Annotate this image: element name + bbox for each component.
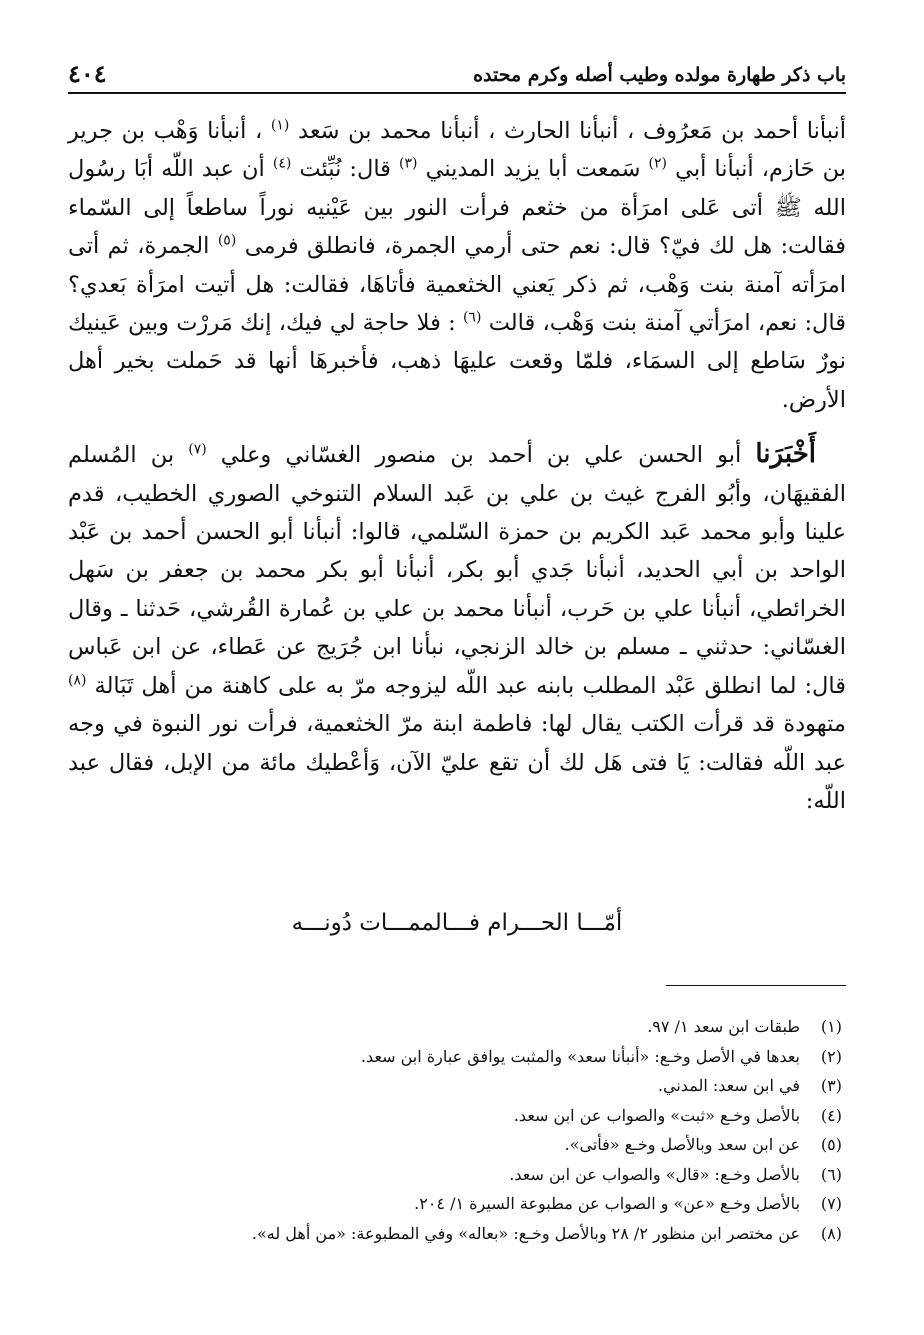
footnote xyxy=(150,1160,842,1190)
footnote-ref: (٢) xyxy=(648,155,667,172)
footnote-ref: (١) xyxy=(270,117,290,134)
footnote-number: (٤) xyxy=(820,1105,842,1125)
footnote-text: بعدها في الأصل وخـع: «أنبأنا سعد» والمثبت يوافق عبارة ابن سعد. xyxy=(360,1046,800,1066)
footnote-text: بالأصل وخـع «عن» و الصواب عن مطبوعة السيرة ١/ ٢٠٤. xyxy=(414,1194,800,1213)
footnote-text: طبقات ابن سعد ١/ ٩٧. xyxy=(647,1017,800,1036)
footnote xyxy=(150,1219,842,1249)
footnote-number: (٢) xyxy=(820,1046,842,1066)
text-segment: أبو الحسن علي بن أحمد بن منصور الغسّاني وعلي xyxy=(220,442,742,469)
footnote-text: بالأصل وخـع «ثبت» والصواب عن ابن سعد. xyxy=(513,1105,800,1125)
footnote-divider xyxy=(666,985,846,986)
chapter-title: باب ذكر طهارة مولده وطيب أصله وكرم محتده xyxy=(473,64,846,86)
footnote-text: بالأصل وخـع: «قال» والصواب عن ابن سعد. xyxy=(509,1164,800,1184)
footnote xyxy=(150,1130,842,1160)
footnote-ref: (٥) xyxy=(217,232,237,249)
footnote-ref: (٦) xyxy=(462,309,482,326)
footnote-text: عن مختصر ابن منظور ٢/ ٢٨ وبالأصل وخـع: «بعاله» وفي المطبوعة: «من أهل له». xyxy=(251,1223,800,1243)
footnote-number: (٥) xyxy=(820,1135,842,1154)
footnote-number: (١) xyxy=(820,1017,842,1036)
text-segment: أن عبد اللّه أبَا رسُول الله ﷺ أتى عَلى امرَأة من خثعم فرأت النور بين عَيْنيه نوراً ساطعاً إلى السّماء فقالت: هل لك فيّ؟ قال: نعم حتى أرمي الجمرة، فانطلق فرمى xyxy=(68,156,846,260)
footnote-ref: (٨) xyxy=(68,672,87,689)
paragraph-2 xyxy=(68,435,846,820)
footnote-number: (٦) xyxy=(820,1164,842,1184)
lead-word: أَخْبَرَنا xyxy=(755,439,816,470)
footnote-number: (٧) xyxy=(820,1194,842,1213)
footnote-ref: (٣) xyxy=(399,155,418,172)
footnote xyxy=(150,1042,842,1072)
text-segment: سَمعت أبا يزيد المديني xyxy=(425,156,641,183)
footnote-number: (٨) xyxy=(820,1223,842,1243)
footnote-text: في ابن سعد: المدني. xyxy=(657,1076,800,1095)
footnote-text: عن ابن سعد وبالأصل وخـع «فأتى». xyxy=(564,1135,800,1154)
footnote-ref: (٧) xyxy=(188,441,207,458)
paragraph-1 xyxy=(68,112,846,419)
page-number: ٤٠٤ xyxy=(68,59,107,88)
footnote-ref: (٤) xyxy=(272,155,292,172)
text-segment: قال: نُبِّئت xyxy=(299,156,391,183)
text-segment: أنبأنا أحمد بن مَعرُوف ، أنبأنا الحارث ، أنبأنا محمد بن سَعد xyxy=(298,118,846,144)
footnote xyxy=(150,1189,842,1219)
verse-line: أمّـــا الحـــرام فـــالممـــات دُونـــه xyxy=(291,910,623,936)
footnote xyxy=(150,1101,842,1131)
text-segment: بن المُسلم الفقيهَان، وأبُو الفرج غيث بن علي بن عَبد السلام التنوخي الصوري الخطيب، قدم علينا وأبو محمد عَبد الكريم بن حمزة السّلمي، قالوا: أنبأنا أبو الحسن أحمد بن عَبْد الواحد بن أبي الحديد، أنبأنا جَدي أبو بكر، أنبأنا أبو بكر محمد بن جعفر بن سَهل الخرائطي، أنبأنا علي بن حَرب، أنبأنا محمد بن علي بن عُمارة القُرشي، حَدثنا ـ وقال الغسّاني: حدثني ـ مسلم بن خالد الزنجي، نبأنا ابن جُرَيج عن عَطاء، عن ابن عَباس قال: لما انطلق عَبْد المطلب بابنه عبد اللّه ليزوجه مرّ به على كاهنة من أهل تَبَالة xyxy=(68,442,846,699)
page-header xyxy=(68,52,846,94)
text-segment: الجمرة، ثم أتى امرَأته آمنة بنت وَهْب، ثم ذكر يَعني الخثعمية فأتاهَا، فقالت: هل أتيت امرَأة بَعدي؟ قال: نعم، امرَأتي آمنة بنت وَهْب، قالت xyxy=(68,233,847,337)
footnotes xyxy=(150,1012,842,1248)
footnote xyxy=(150,1012,842,1042)
text-segment: ، أنبأنا وَهْب بن جرير بن حَازم، أنبأنا أبي xyxy=(68,118,847,183)
footnote-number: (٣) xyxy=(820,1076,842,1095)
main-text xyxy=(68,112,846,820)
text-segment: متهودة قد قرأت الكتب يقال لها: فاطمة ابنة مرّ الخثعمية، فرأت نور النبوة في وجه عبد اللّه فقالت: يَا فتى هَل لك أن تقع عليّ الآن، وَأعْطيك مائة من الإبل، فقال عبد اللّه: xyxy=(68,711,846,814)
text-segment: : فلا حاجة لي فيك، إنك مَررْت وبين عَينيك نورٌ سَاطع إلى السمَاء، فلمّا وقعت عليهَا ذهب، فأخبرهَا أنها قد حَملت بخير أهل الأرض. xyxy=(68,310,846,413)
footnote xyxy=(150,1071,842,1101)
